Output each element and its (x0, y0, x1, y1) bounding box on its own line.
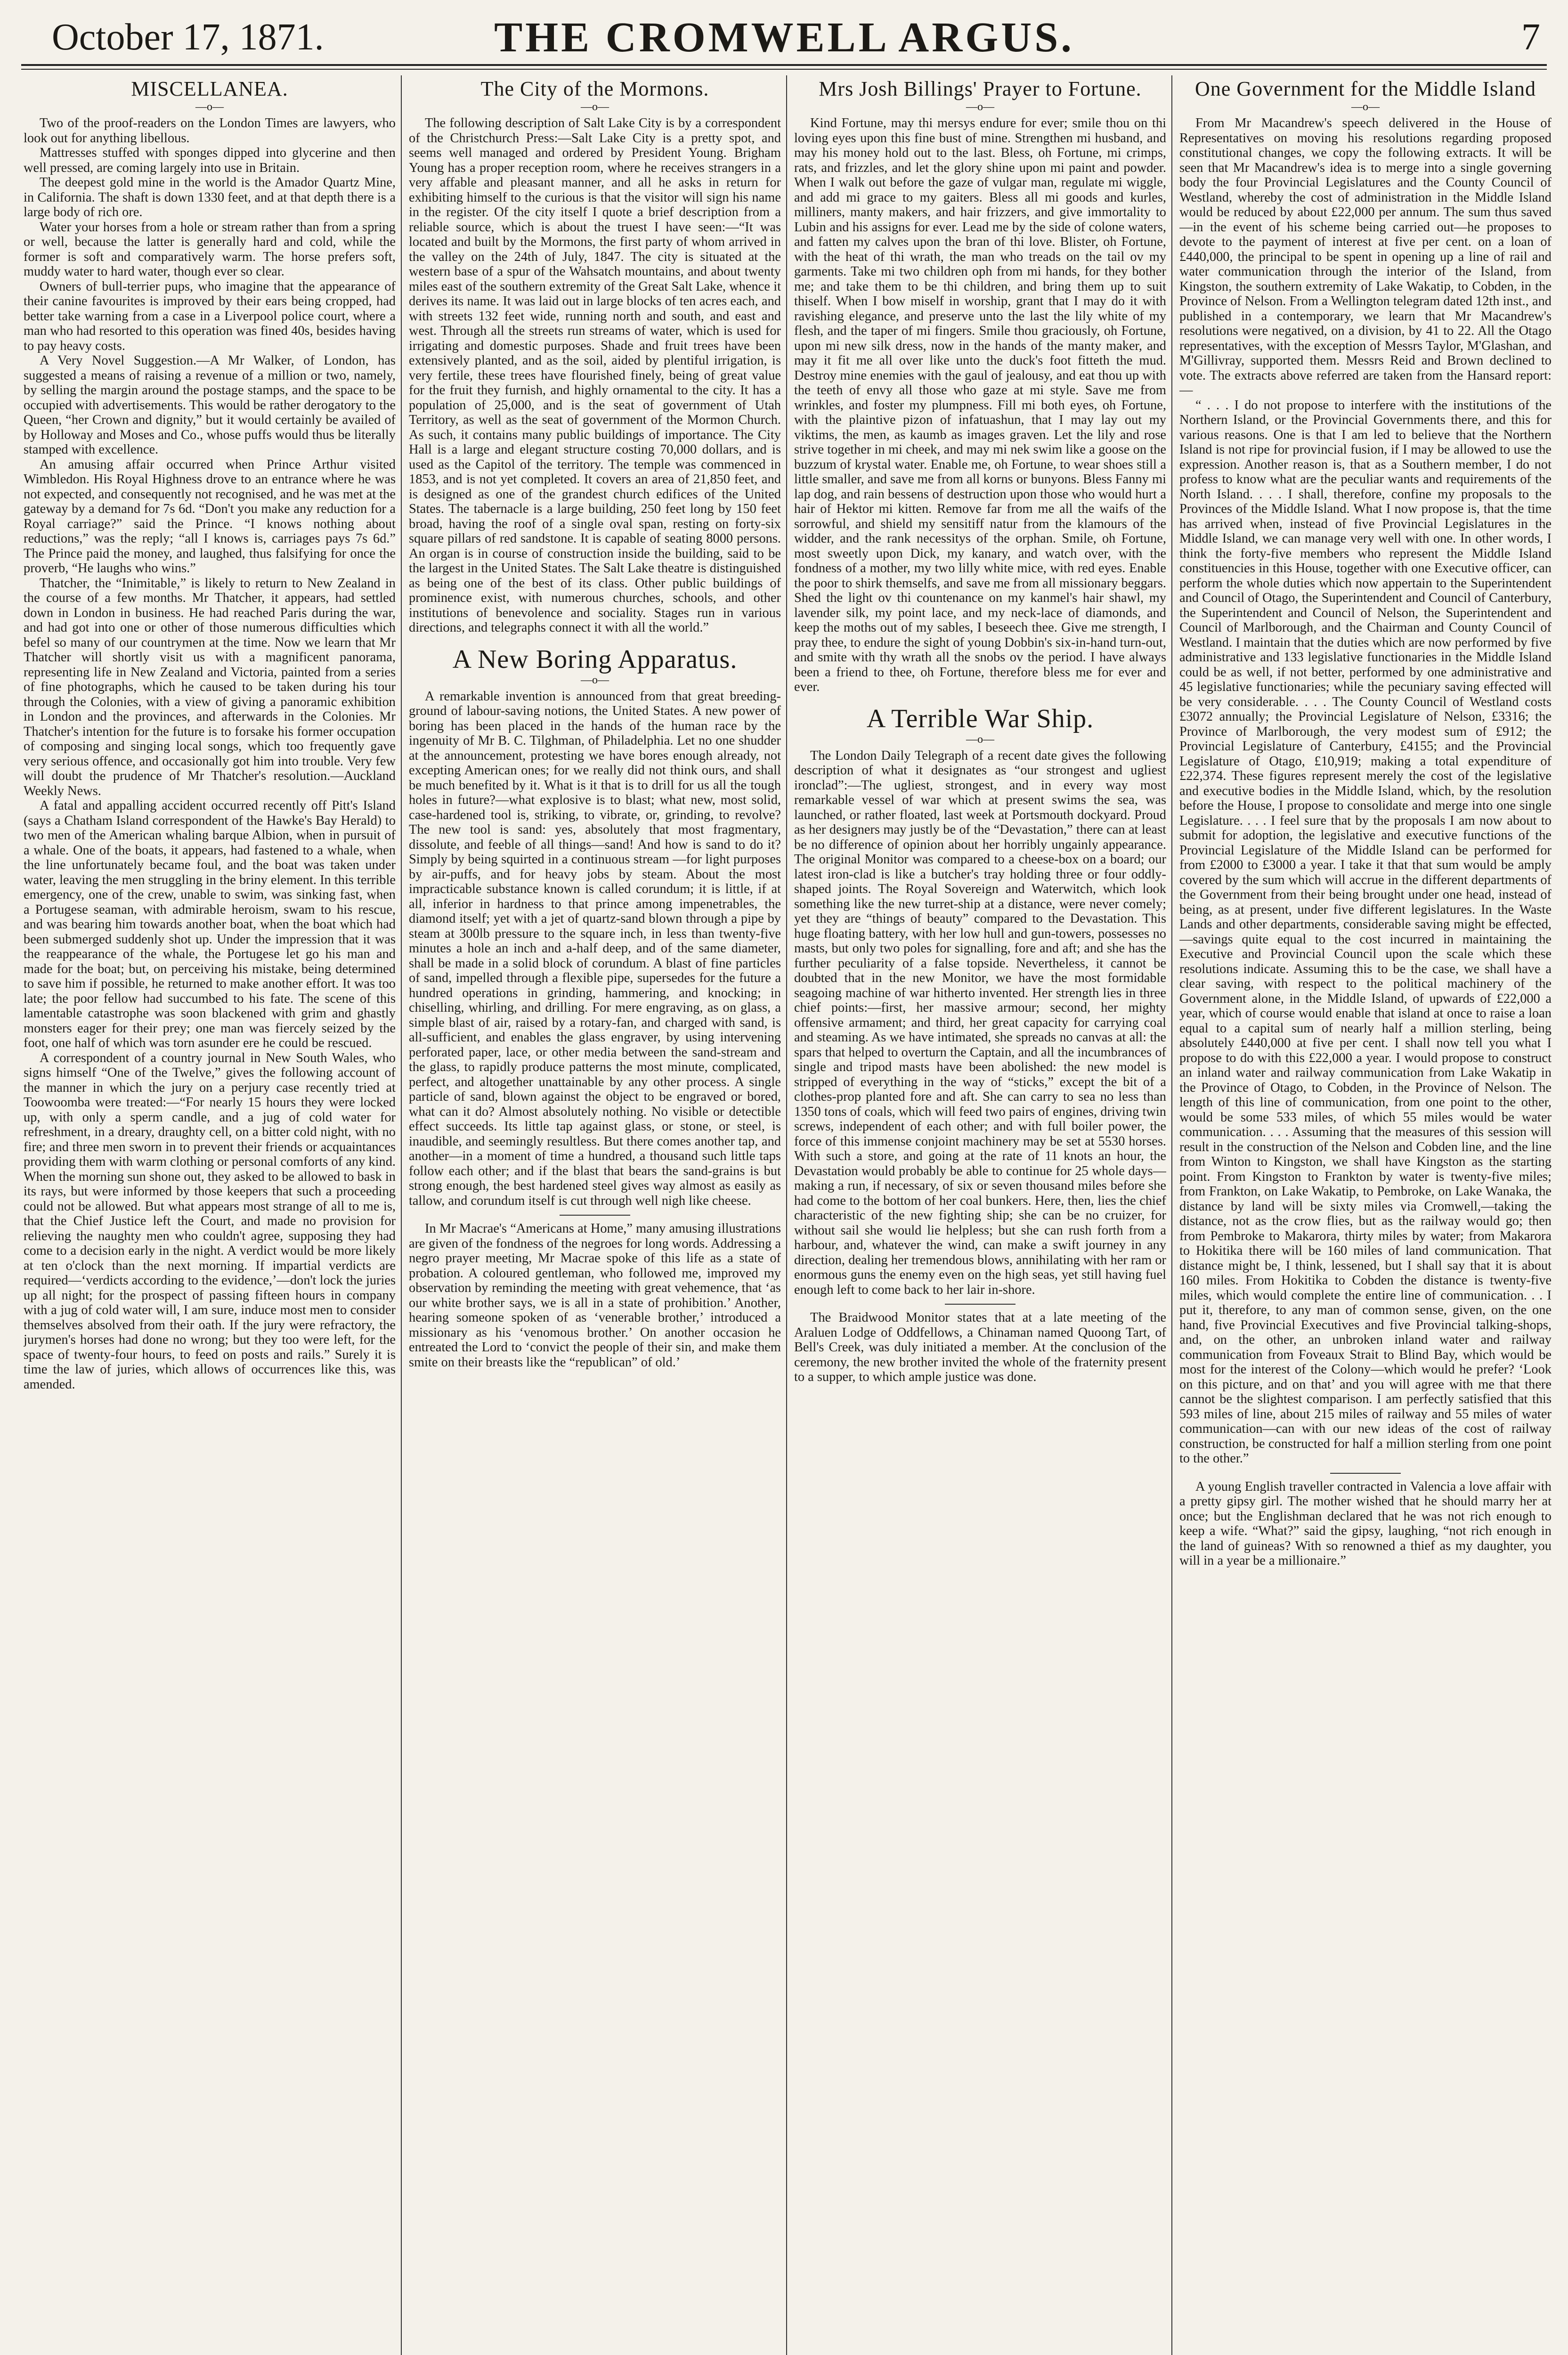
ornament: —o— (966, 101, 994, 113)
paragraph: Water your horses from a hole or stream rather than from a spring or well, because the latter is generally hard and cold, while the former is soft and comparatively warm. The horse prefers soft, muddy water to hard water, though ever so clear. (24, 219, 396, 279)
paragraph: Two of the proof-readers on the London Times are lawyers, who look out for anything libellous. (24, 116, 396, 146)
paragraph: Mattresses stuffed with sponges dipped into glycerine and then well pressed, are coming largely into use in Britain. (24, 146, 396, 175)
paragraph: An amusing affair occurred when Prince Arthur visited Wimbledon. His Royal Highness drove to an entrance where he was not expected, and consequently not recognised, and he was met at the gateway by a demand for 7s 6d. “Don't you make any reduction for a Royal carriage?” said the Prince. “I knows nothing about reductions,” was the reply; “all I knows is, carriages pays 7s 6d.” The Prince paid the money, and laughed, thus falsifying for once the proverb, “He laughs who wins.” (24, 457, 396, 576)
separator-rule (945, 1304, 1016, 1305)
paragraph: Kind Fortune, may thi mersys endure for ever; smile thou on thi loving eyes upon this fine bust of mine. Strengthen mi husband, and may his money hold out to the last. Bless, oh Fortune, mi crimps, rats, and frizzles, and let the glory shine upon mi paint and powder. When I walk out before the gaze of vulgar man, regulate mi wiggle, and add mi grace to my gaiters. Bless all mi goods and kurles, milliners, manty makers, and hair frizzers, and give immortality to Lubin and his assigns for ever. Lead me by the side of colone waters, and fatten my calves upon the bran of thi love. Blister, oh Fortune, with the heat of thi wrath, the man who treads on the tail ov my garments. Take mi two children oph from mi hands, for they bother me; and take them to be thi children, and bring them up to suit thiself. When I bow miself in worship, grant that I may do it with ravishing elegance, and preserve unto the last the lily white of my flesh, and the taper of mi fingers. Smile thou graciously, oh Fortune, upon mi new silk dress, now in the hands of the manty maker, and may it fit me all over like unto the duck's foot fitteth the mud. Destroy mine enemies with the gaul of jealousy, and eat thou up with the teeth of envy all those who gaze at mi style. Save me from wrinkles, and foster my plumpness. Fill mi both eyes, oh Fortune, with the plaintive pizon of infatuashun, that I may lay out my viktims, the men, as kaumb as images graven. Let the lily and rose strive together in mi cheek, and may mi nek swim like a goose on the buzzum of krystal water. Enable me, oh Fortune, to wear shoes still a little smaller, and save me from all korns or bunyons. Bless Fanny mi lap dog, and rain bessens of destruction upon those who would hurt a hair of Hektor mi kitten. Remove far from me all the waifs of the sorrowful, and shield my sensitiff natur from the klamours of the widder, and the rank necessitys of the orphan. Smile, oh Fortune, most sweetly upon Dick, my kanary, and watch over, with the fondness of a mother, my two lilly white mice, with red eyes. Enable the poor to shirk themselfs, and save me from all missionary beggars. Shed the light ov thi countenance on my kanmel's hair shawl, my lavender silk, my point lace, and my neck-lace of diamonds, and keep the moths out of my sables, I beseech thee. Give me strength, I pray thee, to endure the sight of young Dobbin's six-in-hand turn-out, and smite with thy wrath all the snobs ov the period. I have always been a friend to thee, oh Fortune, therefore bless me for ever and ever. (794, 116, 1166, 694)
article-heading: One Government for the Middle Island (1195, 77, 1536, 100)
masthead (19, 9, 1550, 65)
article-heading: A Terrible War Ship. (866, 704, 1094, 733)
column-divider (1171, 75, 1172, 2355)
ornament: —o— (195, 101, 224, 113)
column-2 (409, 76, 781, 2355)
paragraph: Thatcher, the “Inimitable,” is likely to return to New Zealand in the course of a few months. Mr Thatcher, it appears, had settled down in London in business. He had reached Paris during the war, and had got into one or other of those numerous difficulties which befel so many of our countrymen at the time. Now we learn that Mr Thatcher will shortly visit us with a magnificent panorama, representing life in New Zealand and Victoria, painted from a series of fine photographs, which he caused to be taken during his tour through the Colonies, with a view of giving a panoramic exhibition in London and the provinces, and afterwards in the Colonies. Mr Thatcher's intention for the future is to forsake his former occupation of composing and singing local songs, which too frequently gave very serious offence, and occasionally got him into trouble. Very few will doubt the prudence of Mr Thatcher's resolution.—Auckland Weekly News. (24, 576, 396, 798)
article-heading: A New Boring Apparatus. (452, 644, 738, 674)
page-number: 7 (1521, 16, 1540, 58)
column-divider (786, 75, 787, 2355)
paragraph: Owners of bull-terrier pups, who imagine that the appearance of their canine favourites is improved by their ears being cropped, had better take warning from a case in a Liverpool police court, where a man who had resorted to this operation was fined 40s, besides having to pay heavy costs. (24, 279, 396, 353)
paragraph: The deepest gold mine in the world is the Amador Quartz Mine, in California. The shaft is down 1330 feet, and at that depth there is a large body of rich ore. (24, 175, 396, 219)
paragraph: A fatal and appalling accident occurred recently off Pitt's Island (says a Chatham Island correspondent of the Hawke's Bay Herald) to two men of the American whaling barque Albion, when in pursuit of a whale. One of the boats, it appears, had fastened to a whale, when the line unfortunately became foul, and the boat was taken under water, leaving the men struggling in the briny element. In this terrible emergency, one of the crew, unable to swim, was sinking fast, when a Portugese seaman, with admirable heroism, swam to his rescue, and was bearing him towards another boat, when the boat which had been submerged suddenly shot up. Under the impression that it was the reappearance of the whale, the Portugese let go his man and made for the boat; but, on perceiving his mistake, being determined to save him if possible, he returned to make another effort. It was too late; the poor fellow had succumbed to his fate. The scene of this lamentable catastrophe was soon blackened with grim and ghastly monsters eager for their prey; one man was fiercely seized by the foot, one half of which was torn asunder ere he could be rescued. (24, 798, 396, 1050)
article-heading: Mrs Josh Billings' Prayer to Fortune. (819, 77, 1142, 100)
paragraph: “ . . . I do not propose to interfere with the institutions of the Northern Island, or the Provincial Governments there, and this for various reasons. One is that I am led to believe that the Northern Island is not ripe for provincial fusion, if I may be allowed to use the expression. Another reason is, that as a Southern member, I do not profess to know what are the peculiar wants and requirements of the North Island. . . . I shall, therefore, confine my proposals to the Provinces of the Middle Island. What I now propose is, that the time has arrived when, instead of five Provincial Legislatures in the Middle Island, we can manage very well with one. In other words, I think the forty-five members who represent the Middle Island constituencies in this House, together with one Executive officer, can perform the whole duties which now appertain to the Superintendent and Council of Otago, the Superintendent and Council of Canterbury, the Superintendent and Council of Nelson, the Superintendent and Council of Marlborough, and the Chairman and County Council of Westland. I maintain that the duties which are now performed by five administrative and 133 legislative functionaries in the Middle Island could be as well, if not better, performed by one administrative and 45 legislative functionaries; while the pecuniary saving effected will be very considerable. . . . The County Council of Westland costs £3072 annually; the Provincial Legislature of Nelson, £3316; the Province of Marlborough, the very modest sum of £912; the Provincial Legislature of Canterbury, £4155; and the Provincial Legislature of Otago, £10,919; making a total expenditure of £22,374. These figures represent merely the cost of the legislative and executive bodies in the Middle Island, which, by the resolution before the House, I propose to consolidate and merge into one single Legislature. . . . I feel sure that by the proposals I am now about to submit for adoption, the legislative and executive functions of the Provincial Legislature of the Middle Island can be performed for from £2000 to £3000 a year. I take it that that sum would be amply covered by the sum which will accrue in the different departments of the Government from their being brought under one head, instead of being, as at present, under five different legislatures. In the Waste Lands and other departments, considerable saving might be effected,—savings quite equal to the cost incurred in maintaining the Executive and Provincial Council upon the scale which these resolutions indicate. Assuming this to be the case, we shall have a clear saving, with respect to the political machinery of the Government alone, in the Middle Island, of upwards of £22,000 a year, which of course would enable that island at once to raise a loan equal to a capital sum of nearly half a million sterling, being absolutely £440,000 at five per cent. I shall now tell you what I propose to do with this £22,000 a year. I would propose to construct an inland water and railway communication from Lake Wakatip in the Province of Otago, to Cobden, in the Province of Nelson. The length of this line of communication, from one point to the other, would be some 533 miles, of which 55 miles would be water communication. . . . Assuming that the measures of this session will result in the construction of the Nelson and Cobden line, and the line from Winton to Kingston, we shall have Kingston as the starting point. From Kingston to Frankton by water is twenty-five miles; from Frankton, on Lake Wakatip, to Pembroke, on Lake Wanaka, the distance by land will be sixty miles via Cromwell,—taking the distance, not as the crow flies, but as the railway would go; then from Pembroke to Makarora, thirty miles by water; from Makarora to Hokitika there will be 160 miles of land communication. That distance might be, I think, lessened, but I shall say that it is about 160 miles. From Hokitika to Cobden the distance is twenty-five miles, which would complete the entire line of communication. . . I put it, therefore, to any man of common sense, given, on the one hand, five Provincial Executives and five Provincial talking-shops, and, on the other, an unbroken inland water and railway communication from Foveaux Strait to Blind Bay, which would be most for the interest of the Colony—which would he prefer? ‘Look on this picture, and on that’ and you will agree with me that there cannot be the slightest comparison. I am perfectly satisfied that this 593 miles of line, about 215 miles of railway and 55 miles of water communication—can with our new ideas of the cost of railway construction, be constructed for half a million sterling from one point to the other.” (1179, 398, 1552, 1466)
masthead-rule (21, 64, 1547, 66)
separator-rule (1330, 1473, 1401, 1474)
paragraph: The Braidwood Monitor states that at a late meeting of the Araluen Lodge of Oddfellows, a Chinaman named Quoong Tart, of Bell's Creek, was duly initiated a member. At the conclusion of the ceremony, the new brother invited the whole of the fraternity present to a supper, to which ample justice was done. (794, 1310, 1166, 1384)
paragraph: A young English traveller contracted in Valencia a love affair with a pretty gipsy girl. The mother wished that he should marry her at once; but the Englishman declared that he was not rich enough to keep a wife. “What?” said the gipsy, laughing, “not rich enough in the land of guineas? With so renowned a thief as my daughter, you will in a year be a millionaire.” (1179, 1479, 1552, 1568)
ornament: —o— (581, 674, 609, 686)
column-1 (24, 76, 396, 2355)
separator-rule (560, 1215, 630, 1216)
masthead-rule-thin (21, 69, 1547, 70)
paragraph: A correspondent of a country journal in New South Wales, who signs himself “One of the Twelve,” gives the following account of the manner in which the jury on a perjury case recently tried at Toowoomba were treated:—“For nearly 15 hours they were locked up, with only a sperm candle, and a jug of cold water for refreshment, in a dreary, draughty cell, on a bitter cold night, with no fire; and three men sworn in to prevent their friends or acquaintances providing them with warm clothing or personal comforts of any kind. When the morning sun shone out, they asked to be allowed to bask in its rays, but were informed by those keepers that such a proceeding could not be allowed. But what appears most strange of all to me is, that the Chief Justice left the Court, and made no provision for relieving the naughty men who couldn't agree, supposing they had come to a decision early in the night. A verdict would be more likely at ten o'clock than the next morning. If impartial verdicts are required—‘verdicts according to the evidence,’—don't lock the juries up all night; for the prospect of passing fifteen hours in company with a jug of cold water will, I am sure, induce most men to consider themselves absolved from their oath. If the jury were refractory, the jurymen's horses had done no wrong; but they too were left, for the space of twenty-four hours, to feed on posts and rails.” Surely it is time the law of juries, which allows of occurrences like this, was amended. (24, 1050, 396, 1392)
newspaper-title: THE CROMWELL ARGUS. (494, 14, 1074, 61)
ornament: —o— (1351, 101, 1380, 113)
column-4 (1179, 76, 1552, 2355)
issue-date: October 17, 1871. (52, 16, 324, 58)
paragraph: From Mr Macandrew's speech delivered in the House of Representatives on moving his resolutions regarding proposed constitutional changes, we copy the following extracts. It will be seen that Mr Macandrew's idea is to merge into a single governing body the four Provincial Legislatures and the County Council of Westland, whereby the cost of administration in the Middle Island would be reduced by about £22,000 per annum. The sum thus saved—in the event of his scheme being carried out—he proposes to devote to the payment of interest at five per cent. on a loan of £440,000, the principal to be spent in opening up a line of rail and water communication through the interior of the Island, from Kingston, the southern extremity of Lake Wakatip, to Cobden, in the Province of Nelson. From a Wellington telegram dated 12th inst., and published in a contemporary, we learn that Mr Macandrew's resolutions were negatived, on a division, by 41 to 22. All the Otago representatives, with the exception of Messrs Taylor, M'Glashan, and M'Gillivray, supported them. Messrs Reid and Brown declined to vote. The extracts above referred are taken from the Hansard report:— (1179, 116, 1552, 398)
article-heading: The City of the Mormons. (480, 77, 709, 100)
ornament: —o— (581, 101, 609, 113)
column-divider (401, 75, 402, 2355)
article-heading: MISCELLANEA. (131, 77, 288, 100)
paragraph: The following description of Salt Lake City is by a correspondent of the Christchurch Press:—Salt Lake City is a pretty spot, and seems well managed and ordered by President Young. Brigham Young has a proper reception room, where he receives strangers in a very affable and pleasant manner, and all he asks in return for exhibiting himself to the curious is that the visitor will sign his name in the register. Of the city itself I quote a brief description from a reliable source, which is about the truest I have seen:—“It was located and built by the Mormons, the first party of whom arrived in the valley on the 24th of July, 1847. The city is situated at the western base of a spur of the Wahsatch mountains, and about twenty miles east of the southern extremity of the Great Salt Lake, whence it derives its name. It was laid out in large blocks of ten acres each, and with streets 132 feet wide, running north and south, and east and west. Through all the streets run streams of water, which is used for irrigating and domestic purposes. Shade and fruit trees have been extensively planted, and as the soil, aided by plentiful irrigation, is very fertile, these trees have flourished finely, being of great value for the fruit they furnish, and highly ornamental to the city. It has a population of 25,000, and is the seat of government of Utah Territory, as well as the seat of government of the Mormon Church. As such, it contains many public buildings of importance. The City Hall is a large and elegant structure costing 70,000 dollars, and is used as the Capitol of the territory. The temple was commenced in 1853, and is not yet completed. It covers an area of 21,850 feet, and is designed as one of the grandest church edifices of the United States. The tabernacle is a large building, 250 feet long by 150 feet broad, having the roof of a single oval span, resting on forty-six square pillars of red sandstone. It is capable of seating 8000 persons. An organ is in course of construction inside the building, said to be the largest in the United States. The Salt Lake theatre is distinguished as being one of the best of its class. Other public buildings of prominence exist, with numerous churches, schools, and other institutions of benevolence and sociality. Stages run in various directions, and telegraphs connect it with all the world.” (409, 116, 781, 635)
paragraph: A Very Novel Suggestion.—A Mr Walker, of London, has suggested a means of raising a revenue of a million or two, namely, by selling the margin around the postage stamps, and the space to be occupied with advertisements. This would be rather derogatory to the Queen, “her Crown and dignity,” but it would certainly be availed of by Holloway and Moses and Co., whose puffs would thus be literally stamped with excellence. (24, 353, 396, 457)
ornament: —o— (966, 733, 994, 746)
column-3 (794, 76, 1166, 2355)
paragraph: The London Daily Telegraph of a recent date gives the following description of what it designates as “our strongest and ugliest ironclad”:—The ugliest, strongest, and in every way most remarkable vessel of war which at present swims the sea, was launched, or rather floated, last week at Portsmouth dockyard. Proud as her designers may justly be of the “Devastation,” there can at least be no difference of opinion about her horribly ungainly appearance. The original Monitor was compared to a cheese-box on a board; our latest iron-clad is like a butcher's tray holding three or four oddly-shaped joints. The Royal Sovereign and Waterwitch, which look something like the new turret-ship at a distance, were never comely; yet they are “things of beauty” compared to the Devastation. This huge floating battery, with her low hull and gun-towers, possesses no masts, but only two poles for signalling, fore and aft; and she has the further peculiarity of a false topside. Nevertheless, it cannot be doubted that in the new Monitor, we have the most formidable seagoing machine of war hitherto invented. Her strength lies in three chief points:—first, her massive armour; second, her mighty offensive armament; and third, her great capacity for carrying coal and steaming. As we have intimated, she spreads no canvas at all: the spars that helped to overturn the Captain, and all the incumbrances of single and tripod masts have been abolished: the new model is stripped of everything in the way of “sticks,” except the bit of a clothes-prop planted fore and aft. She can carry to sea no less than 1350 tons of coals, which will feed two pairs of engines, driving twin screws, independent of each other; and with full boiler power, the force of this immense conjoint machinery may be set at 5530 horses. With such a store, and going at the rate of 11 knots an hour, the Devastation would probably be able to continue for 25 whole days—making a run, if necessary, of six or seven thousand miles before she had come to the bottom of her coal bunkers. Here, then, lies the chief characteristic of the new fighting ship; she can be no cruizer, for without sail she would lie helpless; but she can rush forth from a harbour, and, whatever the wind, can make a swift journey in any direction, dealing her tremendous blows, annihilating with her ram or enormous guns the enemy even on the high seas, yet still having fuel enough left to come back to her lair in-shore. (794, 748, 1166, 1297)
paragraph: A remarkable invention is announced from that great breeding-ground of labour-saving notions, the United States. A new power of boring has been placed in the hands of the human race by the ingenuity of Mr B. C. Tilghman, of Philadelphia. Let no one shudder at the announcement, protesting we have bores enough already, not excepting American ones; for we really did not think ours, and shall be much benefited by it. What is it that is to drill for us all the tough holes in future?—what explosive is to blast; what new, most solid, case-hardened tool is, striking, to vibrate, or, grinding, to revolve? The new tool is sand: yes, absolutely that most fragmentary, dissolute, and feeble of all things—sand! And how is sand to do it? Simply by being squirted in a continuous stream —for light purposes by air-puffs, and for heavy jobs by steam. About the most impracticable substance known is called corundum; it is little, if at all, inferior in hardness to that prince among impenetrables, the diamond itself; yet with a jet of quartz-sand blown through a pipe by steam at 300lb pressure to the square inch, in less than twenty-five minutes a hole an inch and a-half deep, and of the same diameter, shall be made in a solid block of corundum. A blast of fine particles of sand, impelled through a flexible pipe, supersedes for the future a hundred operations in grinding, hammering, and knocking; in chiselling, whirling, and drilling. For mere engraving, as on glass, a simple blast of air, raised by a rotary-fan, and charged with sand, is all-sufficient, and enables the glass engraver, by using intervening perforated paper, lace, or other media between the sand-stream and the glass, to rapidly produce patterns the most minute, complicated, perfect, and altogether unattainable by any other process. A single particle of sand, blown against the object to be engraved or bored, what can it do? Almost absolutely nothing. No visible or detectible effect succeeds. Its little tap against glass, or stone, or steel, is inaudible, and seemingly resultless. But there comes another tap, and another—in a moment of time a hundred, a thousand such little taps follow each other; and if the blast that bears the sand-grains is but strong enough, the best hardened steel gives way almost as easily as tallow, and corundum itself is cut through well nigh like cheese. (409, 689, 781, 1208)
paragraph: In Mr Macrae's “Americans at Home,” many amusing illustrations are given of the fondness of the negroes for long words. Addressing a negro prayer meeting, Mr Macrae spoke of this life as a state of probation. A coloured gentleman, who followed me, improved my observation by reminding the meeting with great vehemence, that ‘as our white brother says, we is all in a state of prohibition.’ Another, hearing someone spoken of as ‘venerable brother,’ introduced a missionary as his ‘venomous brother.’ On another occasion he entreated the Lord to ‘convict the people of their sin, and make them smite on their breasts like the “republican” of old.’ (409, 1221, 781, 1370)
